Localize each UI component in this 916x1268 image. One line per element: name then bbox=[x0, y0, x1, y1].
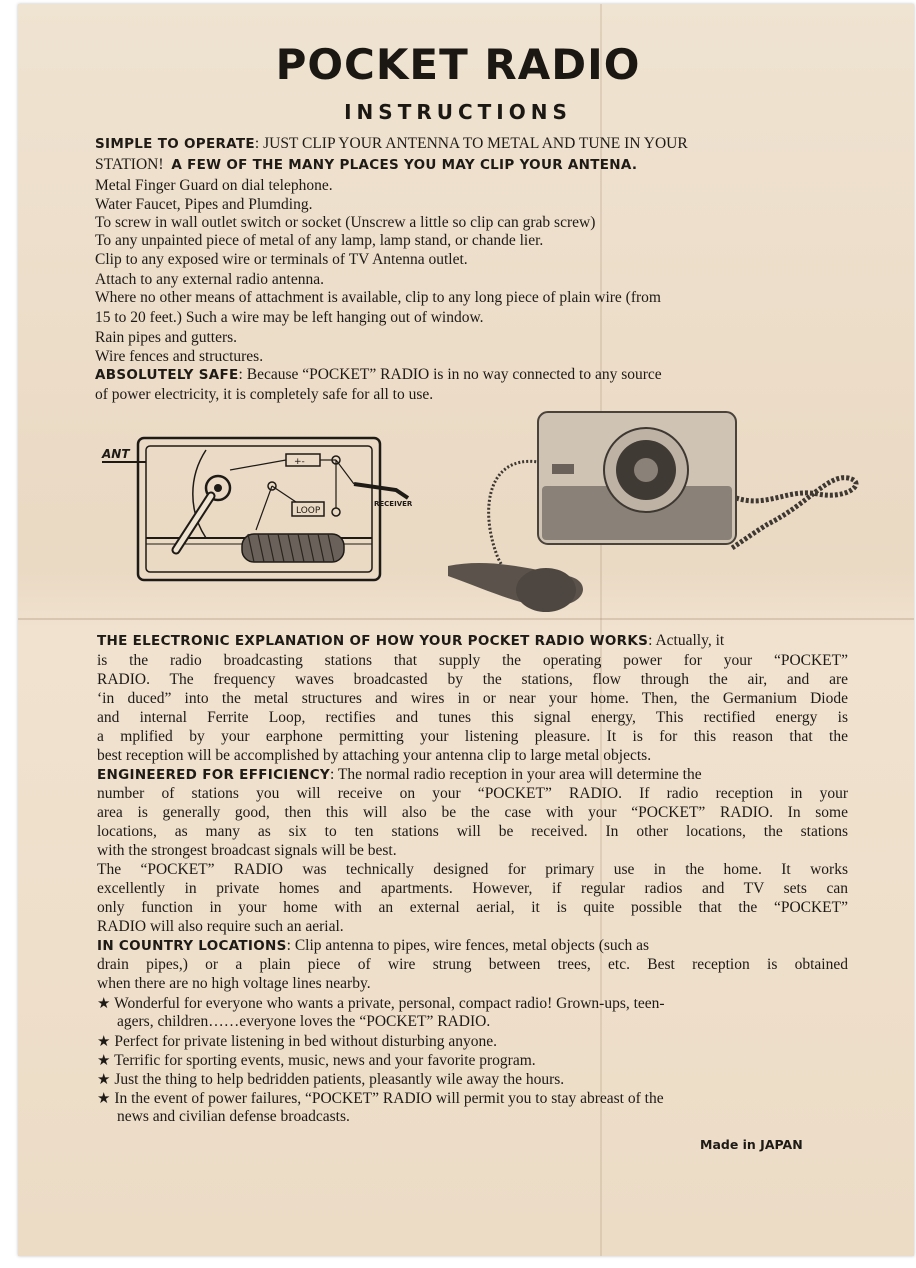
electronic-line: best reception will be accomplished by attaching your antenna clip to large metal objects. bbox=[97, 747, 652, 764]
place-item: Metal Finger Guard on dial telephone. bbox=[95, 177, 333, 194]
electronic-line: a mplified by your earphone permitting your listening pleasure. It is for this reason that the bbox=[97, 728, 848, 745]
place-item: Rain pipes and gutters. bbox=[95, 329, 238, 346]
electronic-line-1 bbox=[97, 632, 724, 650]
electronic-text: : Actually, it bbox=[648, 632, 725, 649]
feature-text: Just the thing to help bedridden patients, pleasantly wile away the hours. bbox=[114, 1071, 565, 1088]
pocket-radio-photo bbox=[428, 408, 878, 626]
safe-line-1 bbox=[95, 366, 662, 384]
ant-label: ANT bbox=[102, 447, 130, 461]
country-line-1 bbox=[97, 937, 649, 955]
star-icon: ★ bbox=[97, 1070, 111, 1088]
efficiency-heading: ENGINEERED FOR EFFICIENCY bbox=[97, 767, 331, 783]
place-item: Wire fences and structures. bbox=[95, 348, 264, 365]
star-icon: ★ bbox=[97, 1051, 111, 1069]
efficiency-line: only function in your home with an external aerial, it is quite possible that the “POCKET” bbox=[97, 899, 848, 916]
efficiency-line: RADIO will also require such an aerial. bbox=[97, 918, 344, 935]
star-icon: ★ bbox=[97, 1032, 111, 1050]
efficiency-line: area is generally good, then this will also be the case with your “POCKET” RADIO. In some bbox=[97, 804, 848, 821]
circuit-diagram bbox=[96, 430, 416, 590]
simple-to-operate-line-1 bbox=[95, 135, 848, 153]
electronic-line: and internal Ferrite Loop, rectifies and tunes this signal energy, This rectified energy is bbox=[97, 709, 848, 726]
place-item: Water Faucet, Pipes and Plumding. bbox=[95, 196, 313, 213]
efficiency-line: excellently in private homes and apartments. However, if regular radios and TV sets can bbox=[97, 880, 848, 897]
safe-heading: ABSOLUTELY SAFE bbox=[95, 367, 239, 383]
station-text: STATION! bbox=[95, 156, 164, 173]
safe-text: : Because “POCKET” RADIO is in no way connected to any source bbox=[238, 366, 662, 383]
efficiency-line: locations, as many as six to ten stations will be received. In other locations, the stations bbox=[97, 823, 848, 840]
place-item: 15 to 20 feet.) Such a wire may be left hanging out of window. bbox=[95, 309, 484, 326]
place-item: Where no other means of attachment is available, clip to any long piece of plain wire (from bbox=[95, 289, 661, 306]
feature-text: Wonderful for everyone who wants a private, personal, compact radio! Grown-ups, teen- bbox=[114, 995, 665, 1012]
efficiency-line: number of stations you will receive on your “POCKET” RADIO. If radio reception in your bbox=[97, 785, 848, 802]
place-item: Clip to any exposed wire or terminals of TV Antenna outlet. bbox=[95, 251, 468, 268]
page-title: POCKET RADIO bbox=[275, 40, 641, 89]
simple-to-operate-text: : JUST CLIP YOUR ANTENNA TO METAL AND TUNE IN YOUR bbox=[254, 135, 688, 152]
feature-item bbox=[97, 1070, 564, 1089]
loop-label: LOOP bbox=[296, 506, 321, 516]
place-item: To screw in wall outlet switch or socket (Unscrew a little so clip can grab screw) bbox=[95, 214, 596, 231]
country-heading: IN COUNTRY LOCATIONS bbox=[97, 938, 287, 954]
place-item: Attach to any external radio antenna. bbox=[95, 271, 324, 288]
electronic-line: ‘in duced” into the metal structures and wires in or near your home. Then, the Germanium Diode bbox=[97, 690, 848, 707]
made-in-label: Made in JAPAN bbox=[700, 1137, 803, 1152]
feature-item bbox=[97, 1051, 536, 1070]
simple-to-operate-heading: SIMPLE TO OPERATE bbox=[95, 136, 255, 152]
feature-item bbox=[97, 994, 665, 1013]
feature-text: Terrific for sporting events, music, news and your favorite program. bbox=[114, 1052, 536, 1069]
fold-crease-vertical bbox=[600, 4, 602, 1256]
electronic-line: is the radio broadcasting stations that supply the operating power for your “POCKET” bbox=[97, 652, 848, 669]
star-icon: ★ bbox=[97, 994, 111, 1012]
place-item: To any unpainted piece of metal of any lamp, lamp stand, or chande lier. bbox=[95, 232, 544, 249]
efficiency-text: : The normal radio reception in your area will determine the bbox=[330, 766, 702, 783]
electronic-line: RADIO. The frequency waves broadcasted by the stations, flow through the air, and are bbox=[97, 671, 848, 688]
places-heading: A FEW OF THE MANY PLACES YOU MAY CLIP YOUR ANTENA. bbox=[171, 157, 638, 173]
efficiency-line: with the strongest broadcast signals will be best. bbox=[97, 842, 397, 859]
efficiency-line: The “POCKET” RADIO was technically designed for primary use in the home. It works bbox=[97, 861, 848, 878]
country-line: when there are no high voltage lines nearby. bbox=[97, 975, 371, 992]
receiver-label: RECEIVER bbox=[374, 500, 413, 508]
simple-to-operate-line-2 bbox=[95, 156, 637, 174]
svg-text:+-: +- bbox=[294, 457, 305, 467]
safe-line-2: of power electricity, it is completely safe for all to use. bbox=[95, 386, 434, 403]
star-icon: ★ bbox=[97, 1089, 111, 1107]
feature-item bbox=[97, 1032, 497, 1051]
feature-text: Perfect for private listening in bed without disturbing anyone. bbox=[114, 1033, 498, 1050]
feature-item-continued: news and civilian defense broadcasts. bbox=[117, 1108, 350, 1125]
feature-item bbox=[97, 1089, 664, 1108]
country-line: drain pipes,) or a plain piece of wire strung between trees, etc. Best reception is obtained bbox=[97, 956, 848, 973]
electronic-heading: THE ELECTRONIC EXPLANATION OF HOW YOUR POCKET RADIO WORKS bbox=[97, 633, 649, 649]
feature-item-continued: agers, children……everyone loves the “POCKET” RADIO. bbox=[117, 1013, 491, 1030]
country-text: : Clip antenna to pipes, wire fences, metal objects (such as bbox=[286, 937, 650, 954]
feature-text: In the event of power failures, “POCKET” RADIO will permit you to stay abreast of the bbox=[114, 1090, 664, 1107]
page-subtitle: INSTRUCTIONS bbox=[344, 100, 572, 124]
efficiency-line-1 bbox=[97, 766, 702, 784]
